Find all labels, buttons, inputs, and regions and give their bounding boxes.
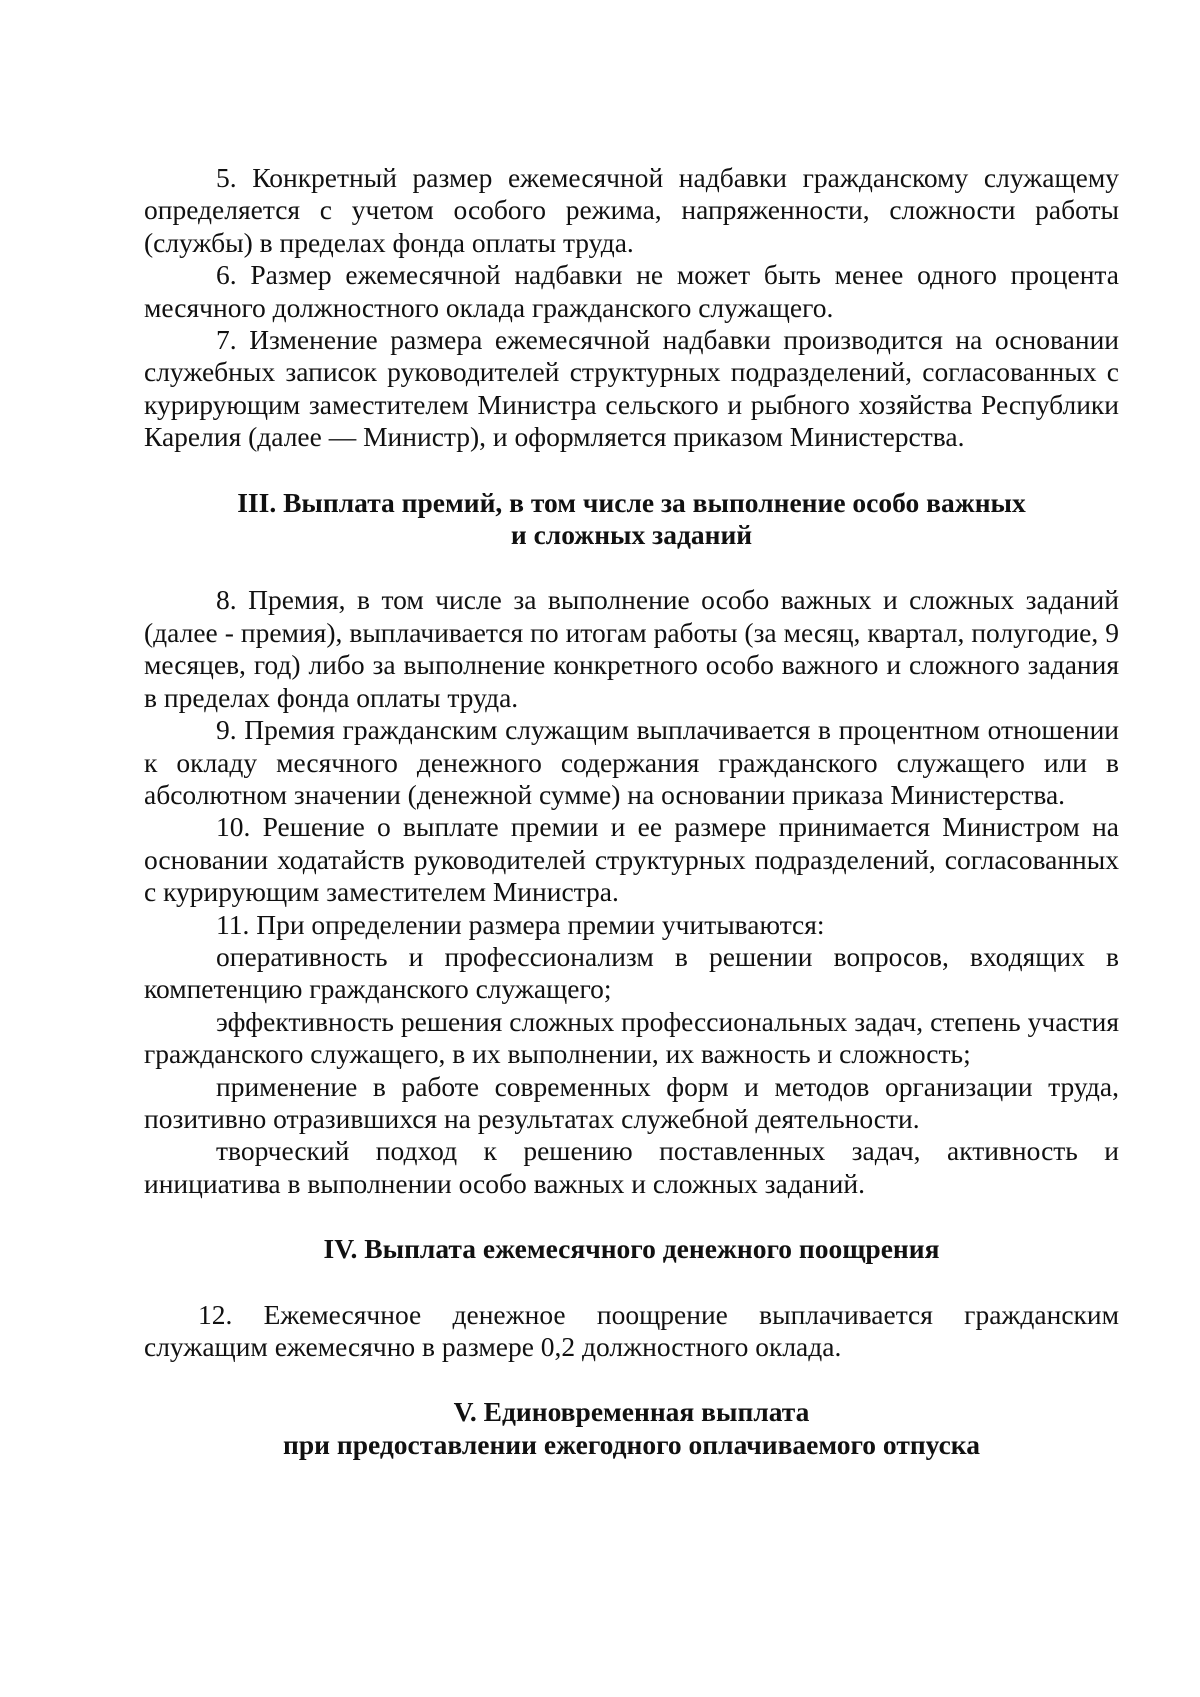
section-4-heading-line: IV. Выплата ежемесячного денежного поощрения [323,1233,940,1265]
criterion-creative-approach: творческий подход к решению поставленных задач, активность и инициатива в выполнении особо важных и сложных заданий. [144,1135,1119,1199]
section-5-heading-line-1: V. Единовременная выплата [453,1396,810,1428]
paragraph-8: 8. Премия, в том числе за выполнение особо важных и сложных заданий (далее - премия), выплачивается по итогам работы (за месяц, квартал, полугодие, 9 месяцев, год) либо за выполнение конкретного особо важного и сложного задания в пределах фонда оплаты труда. [144,584,1119,713]
criterion-complex-tasks: эффективность решения сложных профессиональных задач, степень участия гражданского служащего, в их выполнении, их важность и сложность; [144,1005,1119,1070]
section-4-heading [144,1233,1119,1265]
paragraph-10: 10. Решение о выплате премии и ее размере принимается Министром на основании ходатайств руководителей структурных подразделений, согласованных с курирующим заместителем Министра. [144,811,1119,908]
section-3-heading-line-1: III. Выплата премий, в том числе за выполнение особо важных [237,486,1026,518]
paragraph-12: 12. Ежемесячное денежное поощрение выплачивается гражданским служащим ежемесячно в размере 0,2 должностного оклада. [144,1298,1119,1362]
paragraph-5: 5. Конкретный размер ежемесячной надбавки гражданскому служащему определяется с учетом особого режима, напряженности, сложности работы (службы) в пределах фонда оплаты труда. [144,162,1119,258]
paragraph-6: 6. Размер ежемесячной надбавки не может быть менее одного процента месячного должностного оклада гражданского служащего. [144,259,1119,323]
paragraph-11: 11. При определении размера премии учитываются: [216,908,825,940]
section-3-heading-line-2: и сложных заданий [510,519,753,551]
section-3-body [144,584,1119,1200]
criterion-modern-methods: применение в работе современных форм и методов организации труда, позитивно отразившихся на результатах служебной деятельности. [144,1070,1119,1134]
paragraph-7: 7. Изменение размера ежемесячной надбавки производится на основании служебных записок руководителей структурных подразделений, согласованных с курирующим заместителем Министра сельского и рыбного хозяйства Республики Карелия (далее — Министр), и оформляется приказом Министерства. [144,324,1119,453]
section-5-heading [144,1396,1119,1461]
document-page [144,162,1119,1461]
section-5-heading-line-2: при предоставлении ежегодного оплачиваемого отпуска [283,1428,980,1460]
section-3-heading [144,487,1119,552]
criterion-efficiency: оперативность и профессионализм в решении вопросов, входящих в компетенцию гражданского служащего; [144,940,1119,1005]
paragraph-9: 9. Премия гражданским служащим выплачивается в процентном отношении к окладу месячного денежного содержания гражданского служащего или в абсолютном значении (денежной сумме) на основании приказа Министерства. [144,714,1119,810]
